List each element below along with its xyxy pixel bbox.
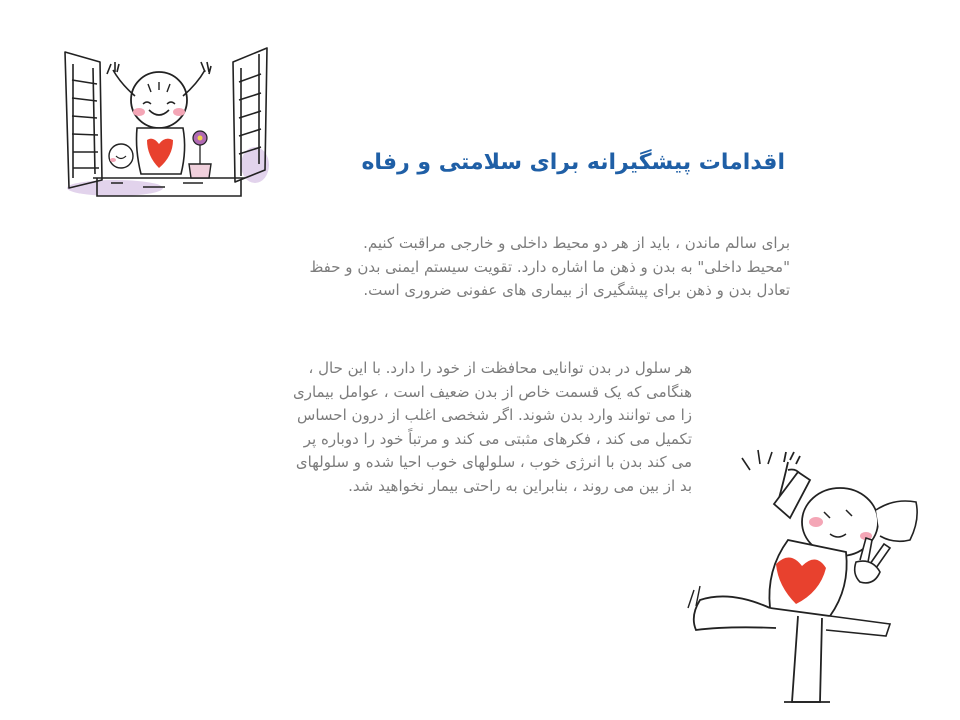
cells-line: می کند بدن با انرژی خوب ، سلولهای خوب احیا شده و سلولهای	[295, 453, 692, 471]
window-character-illustration	[55, 40, 280, 205]
intro-line: "محیط داخلی" به بدن و ذهن ما اشاره دارد. تقویت سیستم ایمنی بدن و حفظ	[309, 257, 790, 276]
peace-sign-character-illustration	[680, 440, 945, 710]
cells-paragraph	[162, 357, 692, 498]
excitement-marks-icon	[742, 450, 772, 470]
cells-line: زا می توانند وارد بدن شوند. اگر شخصی اغلب از درون احساس	[297, 406, 692, 424]
intro-paragraph	[230, 232, 790, 303]
cells-line: هنگامی که یک قسمت خاص از بدن ضعیف است ، عوامل بیماری	[293, 382, 692, 401]
cells-line: هر سلول در بدن توانایی محافظت از خود را دارد. با این حال ،	[308, 359, 692, 377]
page-title: اقدامات پیشگیرانه برای سلامتی و رفاه	[361, 149, 785, 175]
intro-line: تعادل بدن و ذهن برای پیشگیری از بیماری های عفونی ضروری است.	[363, 281, 790, 299]
window-character-icon	[107, 62, 211, 178]
peace-character-icon	[688, 452, 917, 702]
cells-line: تکمیل می کند ، فکرهای مثبتی می کند و مرتباً خود را دوباره پر	[303, 429, 692, 448]
cells-line: بد از بین می روند ، بنابراین به راحتی بیمار نخواهید شد.	[348, 476, 692, 495]
intro-line: برای سالم ماندن ، باید از هر دو محیط داخلی و خارجی مراقبت کنیم.	[363, 234, 790, 252]
left-shutter-icon	[65, 52, 102, 188]
